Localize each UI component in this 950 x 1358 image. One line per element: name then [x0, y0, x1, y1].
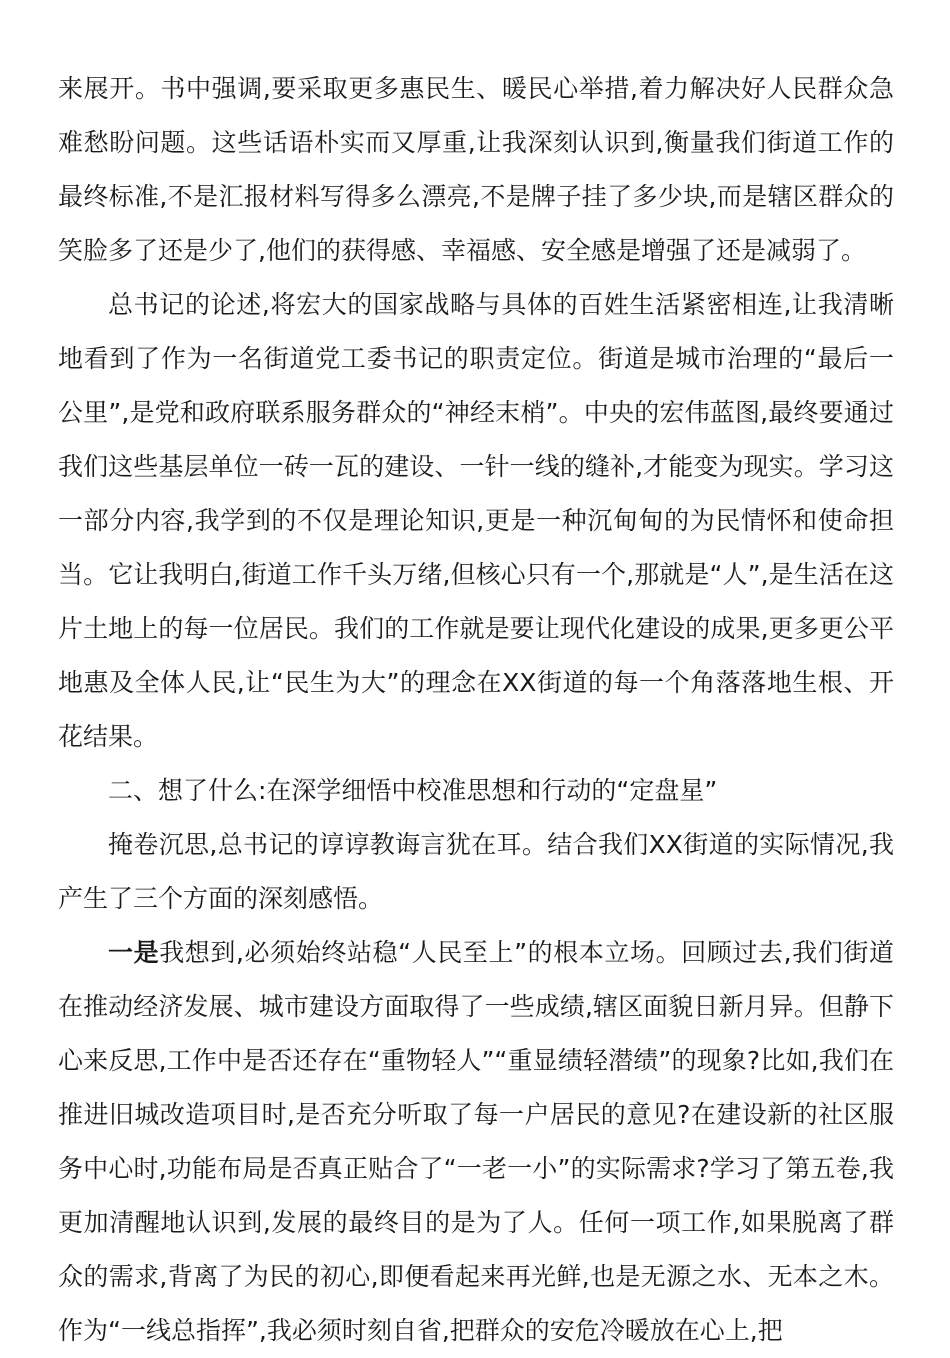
- section-heading: 二、想了什么:在深学细悟中校准思想和行动的“定盘星”: [108, 776, 718, 805]
- first-insight-text: 我想到,必须始终站稳“人民至上”的根本立场。回顾过去,我们街道在推动经济发展、城市建设方面取得了一些成绩,辖区面貌日新月异。但静下心来反思,工作中是否还存在“重物轻人”“重显绩轻潜绩”的现象?比如,我们在推进旧城改造项目时,是否充分听取了每一户居民的意见?在建设新的社区服务中心时,功能布局是否真正贴合了“一老一小”的实际需求?学习了第五卷,我更加清醒地认识到,发展的最终目的是为了人。任何一项工作,如果脱离了群众的需求,背离了为民的初心,即便看起来再光鲜,也是无源之水、无本之木。作为“一线总指挥”,我必须时刻自省,把群众的安危冷暖放在心上,把: [58, 938, 894, 1345]
- paragraph-duty-positioning: 总书记的论述,将宏大的国家战略与具体的百姓生活紧密相连,让我清晰地看到了作为一名街道党工委书记的职责定位。街道是城市治理的“最后一公里”,是党和政府联系服务群众的“神经末梢”。中央的宏伟蓝图,最终要通过我们这些基层单位一砖一瓦的建设、一针一线的缝补,才能变为现实。学习这一部分内容,我学到的不仅是理论知识,更是一种沉甸甸的为民情怀和使命担当。它让我明白,街道工作千头万绪,但核心只有一个,那就是“人”,是生活在这片土地上的每一位居民。我们的工作就是要让现代化建设的成果,更多更公平地惠及全体人民,让“民生为大”的理念在XX街道的每一个角落落地生根、开花结果。: [58, 290, 894, 751]
- document-body: [58, 62, 894, 1358]
- paragraph-first-insight: [58, 926, 894, 1358]
- paragraph-continuation: 来展开。书中强调,要采取更多惠民生、暖民心举措,着力解决好人民群众急难愁盼问题。这些话语朴实而又厚重,让我深刻认识到,衡量我们街道工作的最终标准,不是汇报材料写得多么漂亮,不是牌子挂了多少块,而是辖区群众的笑脸多了还是少了,他们的获得感、幸福感、安全感是增强了还是减弱了。: [58, 74, 894, 265]
- paragraph-reflection-intro: 掩卷沉思,总书记的谆谆教诲言犹在耳。结合我们XX街道的实际情况,我产生了三个方面的深刻感悟。: [58, 830, 894, 913]
- first-insight-lead: 一是: [108, 938, 160, 967]
